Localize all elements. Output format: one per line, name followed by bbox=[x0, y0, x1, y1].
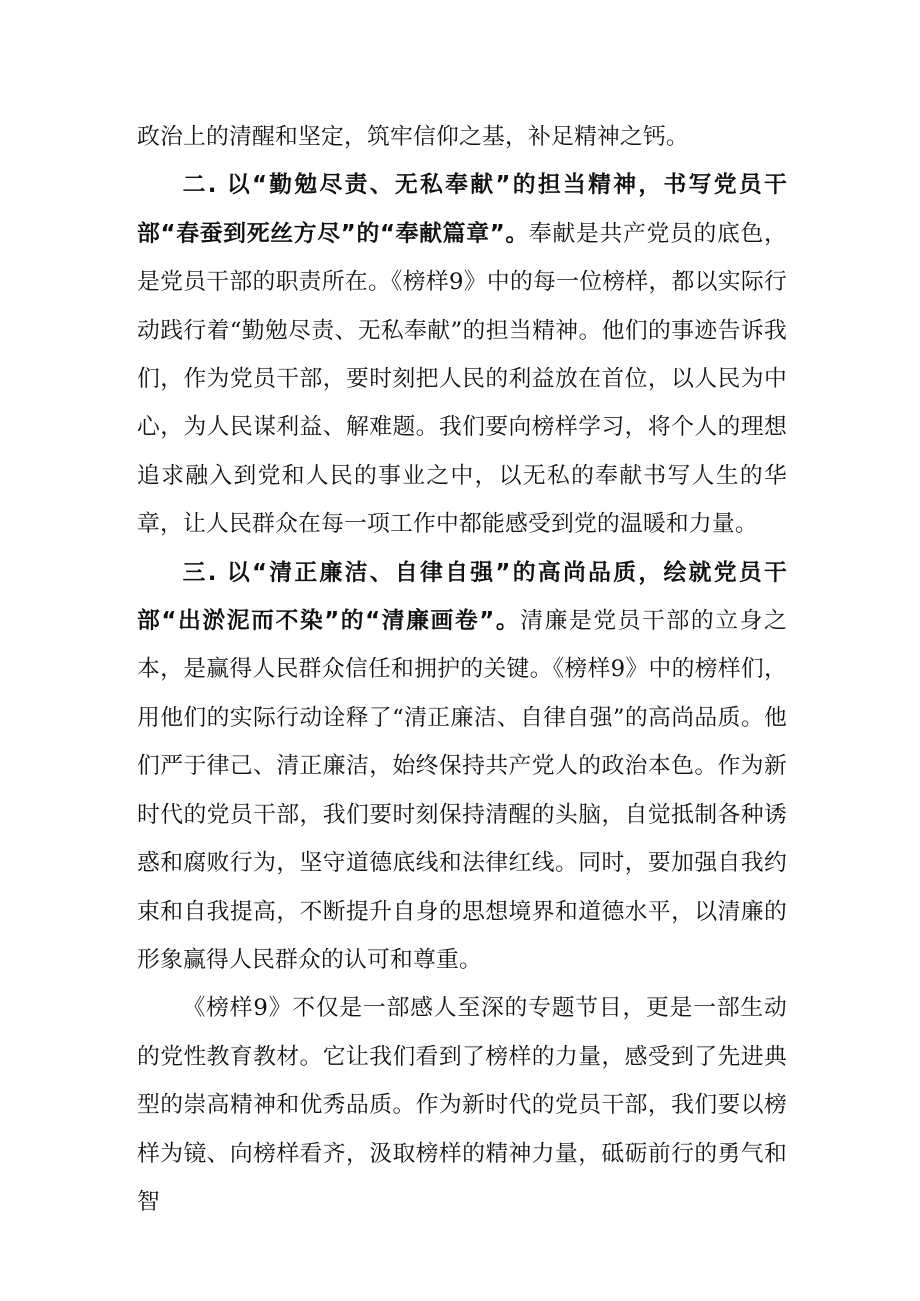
section-3-paragraph bbox=[137, 549, 787, 985]
section-3-body: 清廉是党员干部的立身之本，是赢得人民群众信任和拥护的关键。《榜样9》中的榜样们，用他们的实际行动诠释了“清正廉洁、自律自强”的高尚品质。他们严于律己、清正廉洁，始终保持共产党人的政治本色。作为新时代的党员干部，我们要时刻保持清醒的头脑，自觉抵制各种诱惑和腐败行为，坚守道德底线和法律红线。同时，要加强自我约束和自我提高，不断提升自身的思想境界和道德水平，以清廉的形象赢得人民群众的认可和尊重。 bbox=[137, 608, 787, 973]
paragraph-continuation bbox=[137, 113, 787, 161]
section-3-heading: 三. 以“清正廉洁、自律自强”的高尚品质，绘就党员干部“出淤泥而不染”的“清廉画卷”。 bbox=[137, 559, 787, 635]
document-body bbox=[137, 113, 787, 1226]
section-2-heading: 二. 以“勤勉尽责、无私奉献”的担当精神，书写党员干部“春蚕到死丝方尽”的“奉献篇章”。 bbox=[137, 172, 787, 247]
conclusion-paragraph bbox=[137, 984, 787, 1226]
conclusion-text: 《榜样9》不仅是一部感人至深的专题节目，更是一部生动的党性教育教材。它让我们看到了榜样的力量，感受到了先进典型的崇高精神和优秀品质。作为新时代的党员干部，我们要以榜样为镜、向榜样看齐，汲取榜样的精神力量，砥砺前行的勇气和智 bbox=[137, 995, 787, 1215]
section-2-body: 奉献是共产党员的底色，是党员干部的职责所在。《榜样9》中的每一位榜样，都以实际行动践行着“勤勉尽责、无私奉献”的担当精神。他们的事迹告诉我们，作为党员干部，要时刻把人民的利益放在首位，以人民为中心，为人民谋利益、解难题。我们要向榜样学习，将个人的理想追求融入到党和人民的事业之中，以无私的奉献书写人生的华章，让人民群众在每一项工作中都能感受到党的温暖和力量。 bbox=[137, 220, 788, 538]
paragraph-text: 政治上的清醒和坚定，筑牢信仰之基，补足精神之钙。 bbox=[137, 124, 689, 150]
section-2-paragraph bbox=[137, 161, 787, 548]
